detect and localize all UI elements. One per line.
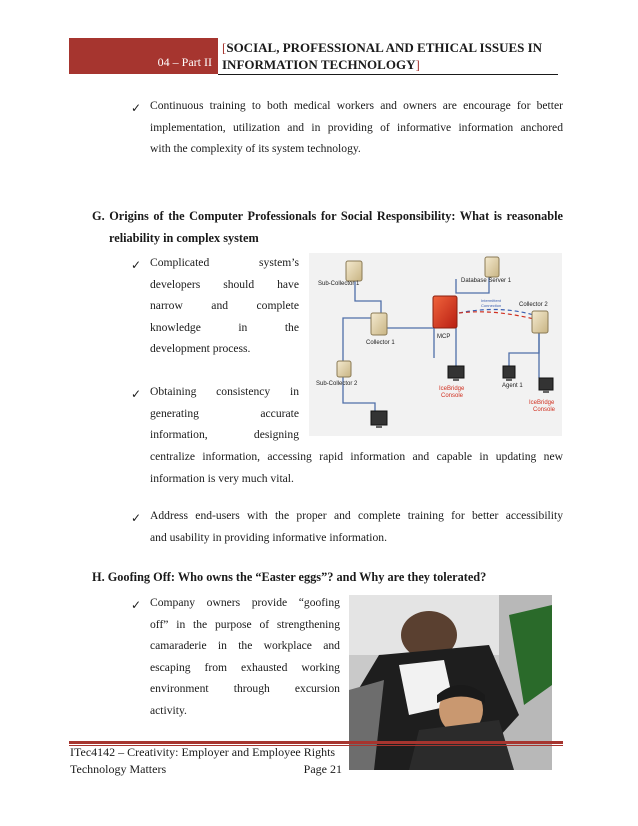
label-console: Console bbox=[441, 393, 464, 399]
header-open-bracket: [ bbox=[222, 40, 227, 55]
label-console-2: Console bbox=[533, 407, 556, 413]
section-g-heading bbox=[92, 206, 563, 249]
check-icon: ✓ bbox=[131, 387, 142, 401]
server-icon bbox=[485, 257, 499, 277]
check-icon: ✓ bbox=[131, 598, 142, 612]
server-icon bbox=[532, 311, 548, 333]
bullet-training bbox=[150, 95, 563, 160]
bullet-complicated bbox=[150, 252, 299, 360]
bullet-consistency-row3: information, designing bbox=[150, 428, 299, 441]
bullet-training-line1: Continuous training to both medical workers and owners are encourage for better bbox=[150, 99, 563, 112]
bullet-consistency-line4: centralize information, accessing rapid information and capable in updating new bbox=[150, 450, 563, 463]
bullet-consistency-wide bbox=[150, 446, 563, 489]
header-title bbox=[222, 39, 552, 73]
monitor-icon bbox=[371, 411, 387, 428]
monitor-icon bbox=[539, 378, 553, 393]
bullet-complicated-row4: knowledge in the bbox=[150, 320, 299, 334]
bullet-company-row4: escaping from exhausted working bbox=[150, 660, 340, 674]
server-icon bbox=[371, 313, 387, 335]
label-sub-collector-2: Sub-Collector 2 bbox=[316, 381, 358, 387]
footer bbox=[70, 744, 342, 778]
bullet-complicated-row1: Complicated system’s bbox=[150, 256, 299, 269]
bullet-complicated-row2: developers should have bbox=[150, 277, 299, 291]
bullet-consistency-row2: generating accurate bbox=[150, 406, 299, 420]
header-title-line1: SOCIAL, PROFESSIONAL AND ETHICAL ISSUES IN bbox=[226, 40, 543, 55]
label-collector-2: Collector 2 bbox=[519, 302, 548, 308]
header-rule bbox=[218, 74, 558, 75]
bullet-address bbox=[150, 505, 563, 548]
monitor-icon bbox=[503, 366, 515, 381]
bullet-address-line2: and usability in providing informative information. bbox=[150, 530, 387, 544]
bullet-company-row1: Company owners provide “goofing bbox=[150, 596, 340, 609]
check-icon: ✓ bbox=[131, 101, 142, 115]
label-mcp: MCP bbox=[437, 334, 451, 340]
section-g-line2: reliability in complex system bbox=[109, 230, 259, 245]
server-icon bbox=[337, 361, 351, 377]
header-title-line2: INFORMATION TECHNOLOGY bbox=[222, 57, 416, 72]
label-database-server-1: Database Server 1 bbox=[461, 278, 512, 284]
bullet-consistency-line5: information is very much vital. bbox=[150, 471, 294, 485]
bullet-consistency-row1: Obtaining consistency in bbox=[150, 385, 299, 398]
bullet-company-row5: environment through excursion bbox=[150, 682, 340, 695]
bullet-training-line3: with the complexity of its system technology. bbox=[150, 142, 361, 155]
label-agent-1: Agent 1 bbox=[502, 383, 523, 389]
page-number: Page 21 bbox=[303, 762, 342, 776]
footer-line1: ITec4142 – Creativity: Employer and Employee Rights bbox=[70, 745, 336, 759]
section-g-line1: G. Origins of the Computer Professionals for Social Responsibility: What is reasonable bbox=[92, 209, 563, 223]
check-icon: ✓ bbox=[131, 258, 142, 272]
footer-line2: Technology Matters bbox=[70, 762, 167, 776]
bullet-address-line1: Address end-users with the proper and complete training for better accessibility bbox=[150, 509, 563, 522]
monitor-icon bbox=[448, 366, 464, 381]
mcp-server-icon bbox=[433, 296, 457, 328]
section-h-heading: H. Goofing Off: Who owns the “Easter eggs”? and Why are they tolerated? bbox=[92, 570, 487, 584]
network-diagram-svg bbox=[309, 253, 562, 436]
label-sub-collector-1: Sub-Collector 1 bbox=[318, 281, 360, 287]
bullet-company-row6: activity. bbox=[150, 703, 187, 717]
header-close-bracket: ] bbox=[415, 57, 420, 72]
label-icebridge: IceBridge bbox=[439, 386, 465, 392]
server-icon bbox=[346, 261, 362, 281]
bullet-training-line2: implementation, utilization and in providing of informative information anchored bbox=[150, 120, 563, 134]
label-connection: Connection bbox=[481, 303, 502, 308]
label-icebridge-2: IceBridge bbox=[529, 400, 555, 406]
label-intermittent: Intermittent bbox=[481, 298, 502, 303]
header-part-label: 04 – Part II bbox=[157, 55, 212, 69]
bullet-company-row3: camaraderie in the workplace and bbox=[150, 639, 340, 652]
bullet-company bbox=[150, 592, 340, 721]
label-collector-1: Collector 1 bbox=[366, 340, 395, 346]
bullet-consistency-narrow bbox=[150, 381, 299, 446]
check-icon: ✓ bbox=[131, 511, 142, 525]
bullet-complicated-row5: development process. bbox=[150, 342, 251, 355]
bullet-complicated-row3: narrow and complete bbox=[150, 299, 299, 312]
network-diagram bbox=[309, 253, 562, 436]
bullet-company-row2: off” in the purpose of strengthening bbox=[150, 617, 340, 631]
